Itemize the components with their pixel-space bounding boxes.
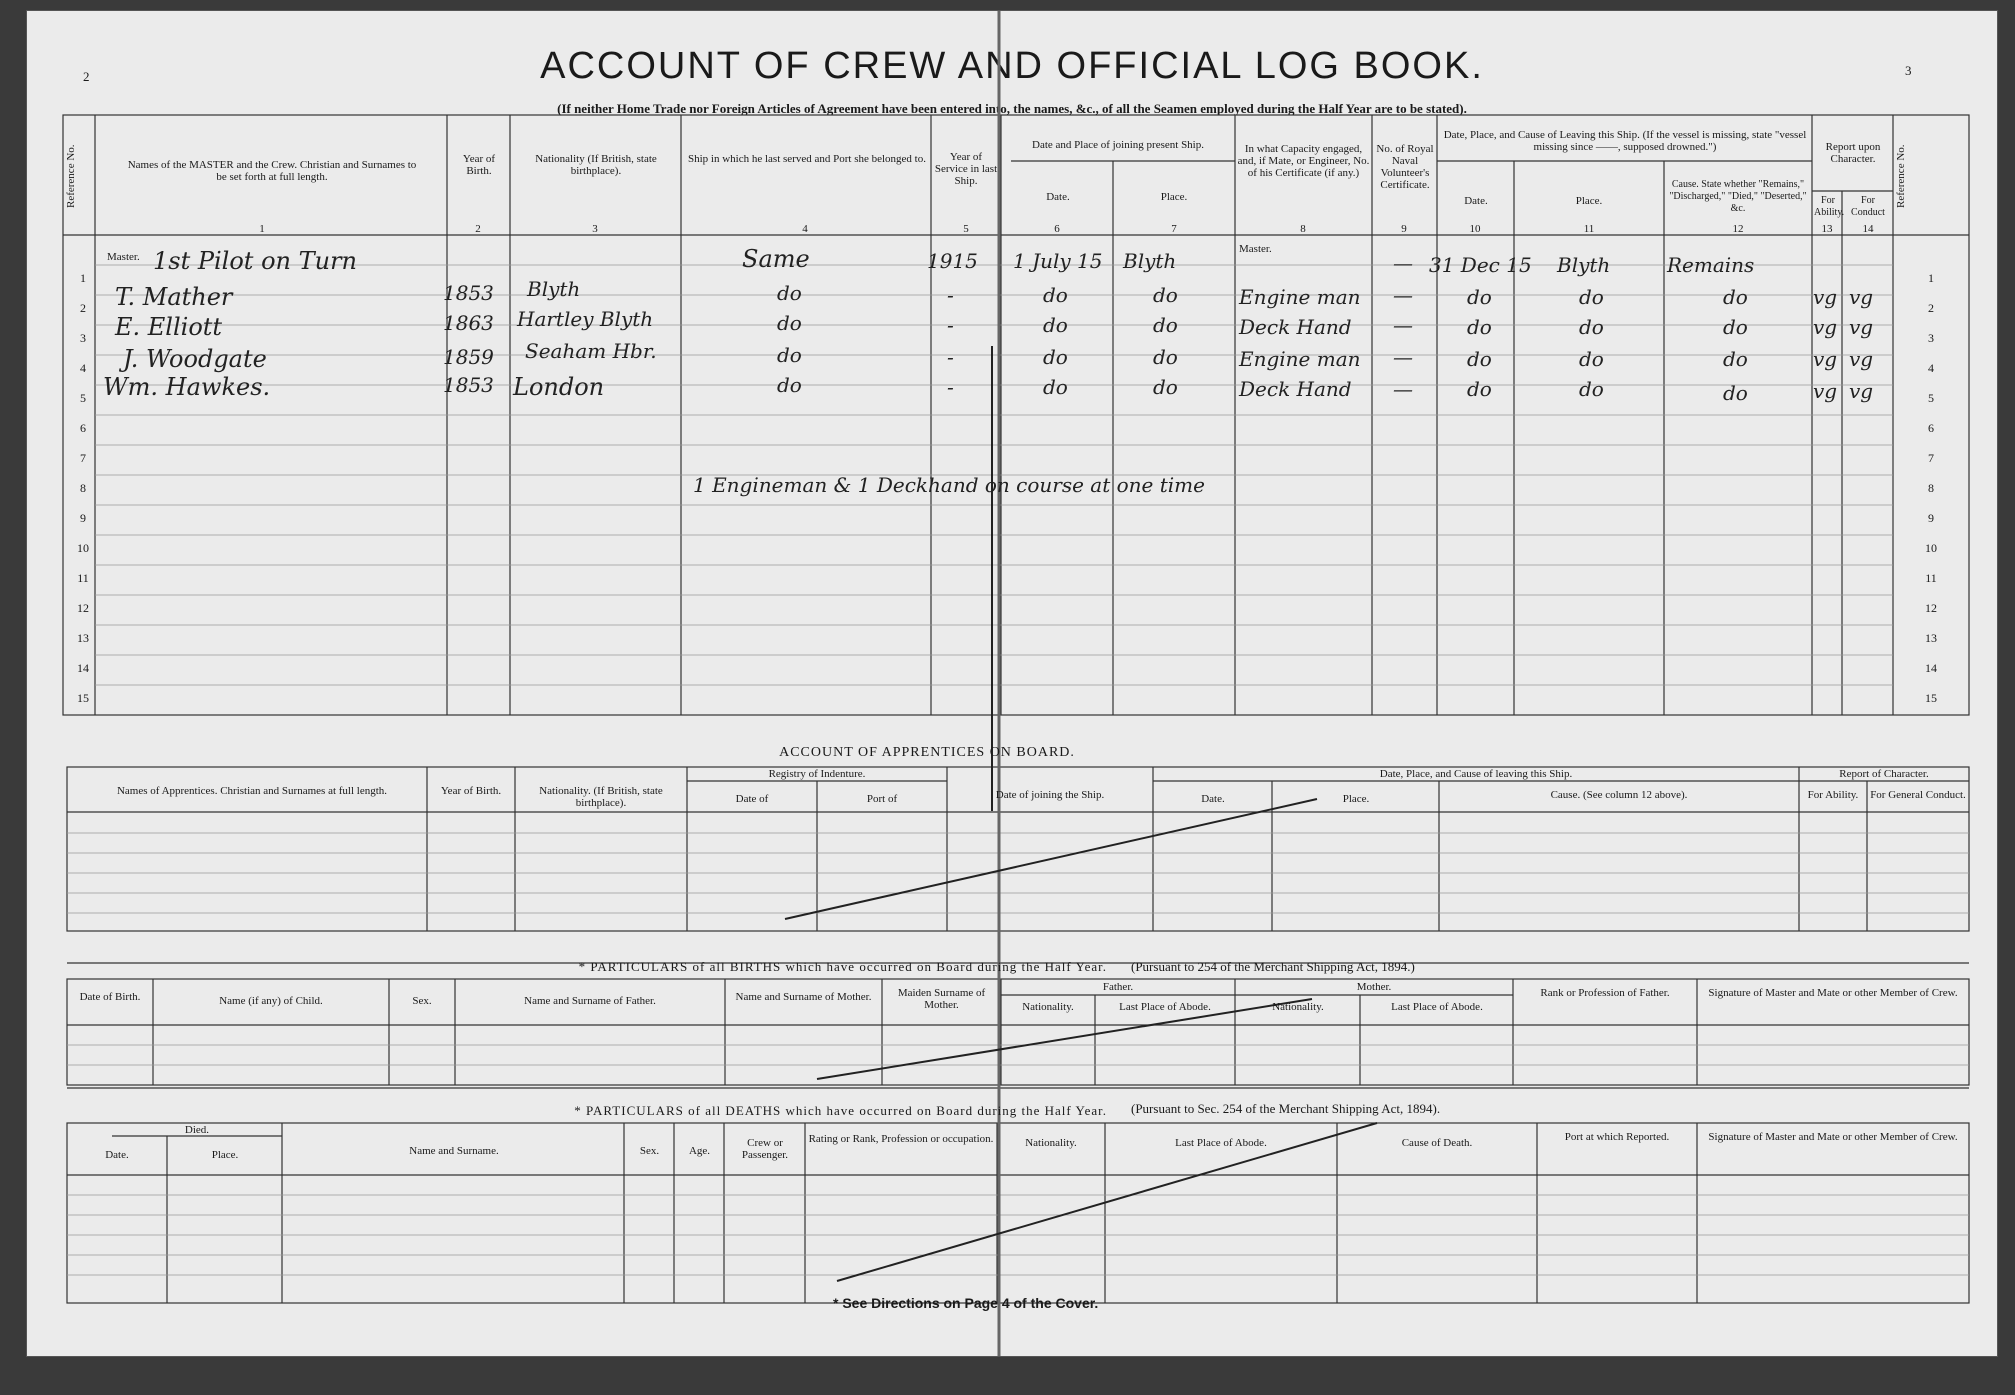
births-act: (Pursuant to 254 of the Merchant Shipping Act, 1894.) <box>1131 959 1415 974</box>
crew-join-date: do <box>1043 283 1068 307</box>
crew-service: - <box>947 283 954 307</box>
crew-ship: do <box>777 373 802 397</box>
row-number-right: 2 <box>1928 301 1934 315</box>
deaths-header-sex: Sex. <box>639 1145 660 1157</box>
col-num: 2 <box>475 223 481 235</box>
col-num: 4 <box>802 223 808 235</box>
crew-leave-date: do <box>1467 347 1492 371</box>
row-number: 6 <box>80 421 86 435</box>
crew-join-place: do <box>1153 313 1178 337</box>
row-number-right: 13 <box>1925 631 1937 645</box>
row-number: 7 <box>80 451 86 465</box>
deaths-header-nationality: Nationality. <box>1025 1137 1077 1149</box>
crew-conduct: vg <box>1849 285 1874 309</box>
crew-ability: vg <box>1813 285 1838 309</box>
crew-note: 1 Engineman & 1 Deckhand on course at one time <box>693 473 1205 497</box>
births-header-m-nat: Nationality. <box>1272 1001 1324 1013</box>
deaths-header-name: Name and Surname. <box>409 1145 499 1157</box>
births-header-f-nat: Nationality. <box>1022 1001 1074 1013</box>
footer-note: * See Directions on Page 4 of the Cover. <box>833 1295 1099 1311</box>
crew-join-date: do <box>1043 345 1068 369</box>
births-header-maiden: Maiden Surname of Mother. <box>897 987 986 1011</box>
crew-cause: do <box>1723 315 1748 339</box>
row-number-right: 7 <box>1928 451 1934 465</box>
crew-conduct: vg <box>1849 315 1874 339</box>
crew-nationality: Seaham Hbr. <box>525 339 657 363</box>
row-number: 2 <box>80 301 86 315</box>
crew-join-place: do <box>1153 375 1178 399</box>
appr-header-year: Year of Birth. <box>440 785 502 797</box>
crew-ship: do <box>777 281 802 305</box>
appr-header-cause: Cause. (See column 12 above). <box>1550 789 1688 801</box>
deaths-title: * PARTICULARS of all DEATHS which have occurred on Board during the Half Year. <box>574 1103 1107 1118</box>
appr-header-report: Report of Character. <box>1839 768 1929 780</box>
appr-header-ability: For Ability. <box>1807 789 1859 801</box>
row-number: 15 <box>77 691 89 705</box>
row-number-right: 1 <box>1928 271 1934 285</box>
crew-ship: do <box>777 311 802 335</box>
col-num: 14 <box>1862 223 1874 235</box>
appr-header-nationality: Nationality. (If British, state birthplace). <box>539 785 663 809</box>
col-num: 10 <box>1469 223 1481 235</box>
crew-header-year-service: Year of Service in last Ship. <box>934 151 998 187</box>
col-num: 8 <box>1300 223 1306 235</box>
births-title: * PARTICULARS of all BIRTHS which have occurred on Board during the Half Year. <box>578 959 1107 974</box>
appr-header-joining: Date of joining the Ship. <box>995 789 1105 801</box>
crew-header-join-date: Date. <box>1046 191 1070 203</box>
births-header-rank: Rank or Profession of Father. <box>1540 987 1670 999</box>
row-number-right: 4 <box>1928 361 1934 375</box>
crew-capacity: Deck Hand <box>1239 377 1352 401</box>
crew-header-ref: Reference No. <box>65 144 77 208</box>
page-subtitle: (If neither Home Trade nor Foreign Articles of Agreement have been entered into, the names, &c., of all the Seamen employed during the Half Year are to be stated). <box>557 101 1467 116</box>
crew-header-joining: Date and Place of joining present Ship. <box>1032 139 1204 151</box>
crew-header-year-birth: Year of Birth. <box>462 153 496 177</box>
crew-conduct: vg <box>1849 347 1874 371</box>
col-num: 12 <box>1732 223 1744 235</box>
log-book-spread <box>26 10 1998 1357</box>
page-number-left: 2 <box>83 69 90 84</box>
crew-leave-date: do <box>1467 377 1492 401</box>
crew-header-ref-right: Reference No. <box>1895 144 1907 208</box>
crew-header-capacity: In what Capacity engaged, and, if Mate, or Engineer, No. of his Certificate (if any.) <box>1237 143 1370 179</box>
crew-cause: do <box>1723 285 1748 309</box>
crew-leave-date: 31 Dec 15 <box>1429 253 1532 277</box>
page-number-right: 3 <box>1905 63 1912 78</box>
births-header-date: Date of Birth. <box>79 991 141 1003</box>
crew-service: 1915 <box>927 249 978 273</box>
crew-name: J. Woodgate <box>123 345 267 373</box>
crew-ability: vg <box>1813 379 1838 403</box>
births-header-father-group: Father. <box>1102 981 1134 993</box>
crew-service: - <box>947 375 954 399</box>
crew-ability: vg <box>1813 347 1838 371</box>
crew-leave-date: do <box>1467 315 1492 339</box>
row-number-right: 6 <box>1928 421 1934 435</box>
row-number: 8 <box>80 481 86 495</box>
crew-name: 1st Pilot on Turn <box>153 247 358 275</box>
crew-year: 1853 <box>443 373 494 397</box>
row-number-right: 11 <box>1925 571 1937 585</box>
crew-cause: Remains <box>1667 253 1755 277</box>
deaths-header-crew: Crew or Passenger. <box>741 1137 789 1161</box>
crew-name: E. Elliott <box>115 313 223 341</box>
deaths-header-abode: Last Place of Abode. <box>1175 1137 1267 1149</box>
row-number: 11 <box>77 571 89 585</box>
crew-header-rnv: No. of Royal Naval Volunteer's Certificate. <box>1376 143 1434 191</box>
crew-rnv: — <box>1393 345 1413 369</box>
row-number: 1 <box>80 271 86 285</box>
crew-join-place: Blyth <box>1123 249 1177 273</box>
row-number: 9 <box>80 511 86 525</box>
crew-rnv: — <box>1393 283 1413 307</box>
crew-header-nationality: Nationality (If British, state birthplace). <box>535 153 657 177</box>
births-header-name: Name (if any) of Child. <box>219 995 323 1007</box>
crew-leave-place: do <box>1579 315 1604 339</box>
births-header-f-abode: Last Place of Abode. <box>1119 1001 1211 1013</box>
deaths-act: (Pursuant to Sec. 254 of the Merchant Shipping Act, 1894). <box>1131 1101 1441 1116</box>
col-num: 5 <box>963 223 969 235</box>
crew-nationality: Blyth <box>527 277 581 301</box>
crew-join-date: do <box>1043 375 1068 399</box>
crew-rnv: — <box>1393 313 1413 337</box>
crew-capacity: Engine man <box>1239 285 1361 309</box>
crew-join-date: 1 July 15 <box>1013 249 1103 273</box>
appr-header-registry: Registry of Indenture. <box>768 768 866 780</box>
crew-leave-place: do <box>1579 285 1604 309</box>
crew-cause: do <box>1723 347 1748 371</box>
crew-leave-place: do <box>1579 377 1604 401</box>
births-header-signature: Signature of Master and Mate or other Member of Crew. <box>1708 987 1958 999</box>
births-header-m-abode: Last Place of Abode. <box>1391 1001 1483 1013</box>
apprentices-title: ACCOUNT OF APPRENTICES ON BOARD. <box>779 745 1075 760</box>
deaths-header-port: Port at which Reported. <box>1564 1131 1670 1143</box>
crew-service: - <box>947 345 954 369</box>
col-num: 3 <box>592 223 598 235</box>
appr-header-names: Names of Apprentices. Christian and Surnames at full length. <box>116 785 388 797</box>
crew-join-date: do <box>1043 313 1068 337</box>
crew-join-place: do <box>1153 283 1178 307</box>
crew-year: 1853 <box>443 281 494 305</box>
crew-header-ship: Ship in which he last served and Port she belonged to. <box>688 153 926 165</box>
row-number-right: 3 <box>1928 331 1934 345</box>
crew-header-report: Report upon Character. <box>1825 141 1881 165</box>
deaths-header-rating: Rating or Rank, Profession or occupation. <box>808 1133 994 1145</box>
crew-service: - <box>947 313 954 337</box>
page-title: ACCOUNT OF CREW AND OFFICIAL LOG BOOK. <box>540 45 1484 87</box>
appr-header-port-of: Port of <box>866 793 898 805</box>
row-number-right: 5 <box>1928 391 1934 405</box>
deaths-header-cause: Cause of Death. <box>1401 1137 1473 1149</box>
crew-header-ability: For Ability. <box>1814 195 1845 218</box>
crew-header-join-place: Place. <box>1160 191 1188 203</box>
col-num: 13 <box>1821 223 1833 235</box>
crew-name: T. Mather <box>115 283 233 311</box>
crew-conduct: vg <box>1849 379 1874 403</box>
row-number: 10 <box>77 541 89 555</box>
col-num: 1 <box>259 223 265 235</box>
crew-ship: do <box>777 343 802 367</box>
master-label: Master. <box>107 251 140 263</box>
row-number-right: 9 <box>1928 511 1934 525</box>
deaths-header-place: Place. <box>211 1149 239 1161</box>
appr-header-place: Place. <box>1342 793 1370 805</box>
appr-header-date: Date. <box>1201 793 1225 805</box>
row-number-right: 14 <box>1925 661 1937 675</box>
crew-nationality: London <box>513 373 605 401</box>
crew-rnv: — <box>1393 377 1413 401</box>
crew-ship: Same <box>742 245 810 273</box>
row-number: 13 <box>77 631 89 645</box>
deaths-header-died: Died. <box>184 1124 210 1136</box>
col-num: 11 <box>1583 223 1595 235</box>
appr-header-leaving: Date, Place, and Cause of leaving this Ship. <box>1379 768 1573 780</box>
crew-join-place: do <box>1153 345 1178 369</box>
row-number: 14 <box>77 661 89 675</box>
row-number: 3 <box>80 331 86 345</box>
crew-cause: do <box>1723 381 1748 405</box>
deaths-header-date: Date. <box>105 1149 129 1161</box>
crew-leave-date: do <box>1467 285 1492 309</box>
crew-header-leave-place: Place. <box>1575 195 1603 207</box>
crew-leave-place: Blyth <box>1557 253 1611 277</box>
row-number: 4 <box>80 361 86 375</box>
col-num: 7 <box>1171 223 1177 235</box>
crew-header-leaving: Date, Place, and Cause of Leaving this Ship. (If the vessel is missing, state "vessel missing since ——, supposed drowned.") <box>1443 129 1807 153</box>
births-header-sex: Sex. <box>412 995 432 1007</box>
master-label-capacity: Master. <box>1239 243 1272 255</box>
row-number-right: 12 <box>1925 601 1937 615</box>
crew-header-leave-date: Date. <box>1464 195 1488 207</box>
row-number-right: 15 <box>1925 691 1937 705</box>
crew-capacity: Engine man <box>1239 347 1361 371</box>
row-number: 12 <box>77 601 89 615</box>
crew-header-names: Names of the MASTER and the Crew. Christian and Surnames to be set forth at full length. <box>127 159 417 183</box>
crew-nationality: Hartley Blyth <box>517 307 654 331</box>
col-num: 6 <box>1054 223 1060 235</box>
appr-header-conduct: For General Conduct. <box>1870 789 1966 801</box>
row-number-right: 8 <box>1928 481 1934 495</box>
row-number: 5 <box>80 391 86 405</box>
deaths-header-signature: Signature of Master and Mate or other Member of Crew. <box>1708 1131 1958 1143</box>
appr-header-date-of: Date of <box>735 793 769 805</box>
crew-name: Wm. Hawkes. <box>103 373 271 401</box>
crew-header-conduct: For Conduct <box>1851 195 1885 218</box>
crew-year: 1859 <box>443 345 494 369</box>
col-num: 9 <box>1401 223 1407 235</box>
deaths-header-age: Age. <box>688 1145 711 1157</box>
crew-leave-place: do <box>1579 347 1604 371</box>
row-number-right: 10 <box>1925 541 1937 555</box>
crew-capacity: Deck Hand <box>1239 315 1352 339</box>
births-header-mother: Name and Surname of Mother. <box>735 991 872 1003</box>
births-header-mother-group: Mother. <box>1356 981 1392 993</box>
crew-ability: vg <box>1813 315 1838 339</box>
crew-rnv: — <box>1393 251 1413 275</box>
crew-header-cause: Cause. State whether "Remains," "Discharged," "Died," "Deserted," &c. <box>1669 179 1807 214</box>
births-header-father: Name and Surname of Father. <box>524 995 656 1007</box>
crew-year: 1863 <box>443 311 494 335</box>
